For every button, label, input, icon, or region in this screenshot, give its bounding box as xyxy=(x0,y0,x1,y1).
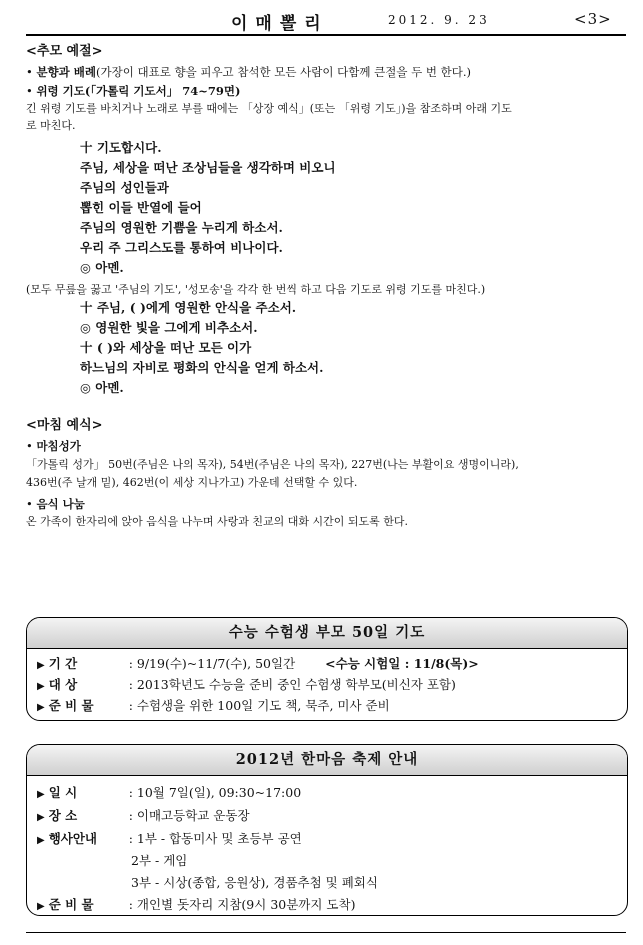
prayer2-line: ◎ 영원한 빛을 그에게 비추소서. xyxy=(80,320,258,335)
row-label: 대 상 xyxy=(48,677,78,692)
triangle-bullet-icon: ▶ xyxy=(37,789,45,800)
triangle-bullet-icon: ▶ xyxy=(37,901,45,912)
food-line: 온 가족이 한자리에 앉아 음식을 나누며 사랑과 친교의 대화 시간이 되도록 한다. xyxy=(26,515,408,528)
box2-row-datetime xyxy=(37,783,301,801)
page-header xyxy=(26,8,626,36)
festival-box xyxy=(26,744,628,916)
incense-label: 분향과 배례 xyxy=(36,65,97,79)
memorial-bullet-incense: • 분향과 배례(가장이 대표로 향을 피우고 참석한 모든 사람이 다함께 큰절을 두 번 한다.) xyxy=(26,65,472,79)
prayer1-line: ◎ 아멘. xyxy=(80,260,124,275)
page-number: <3> xyxy=(574,10,612,28)
triangle-bullet-icon: ▶ xyxy=(37,835,45,846)
prayer2-line: 十 주님, ( )에게 영원한 안식을 주소서. xyxy=(80,300,297,315)
exam-date-note: <수능 시험일 : 11/8(목)> xyxy=(325,656,479,671)
prayer1-line: 주님, 세상을 떠난 조상님들을 생각하며 비오니 xyxy=(80,160,336,175)
prayer1-line: 뽑힌 이들 반열에 들어 xyxy=(80,200,202,215)
row-label: 장 소 xyxy=(48,808,78,823)
incense-text: (가장이 대표로 향을 피우고 참석한 모든 사람이 다함께 큰절을 두 번 한다.) xyxy=(96,65,472,79)
row-value: : 1부 - 합동미사 및 초등부 공연 xyxy=(128,831,302,846)
hymn-line-2: 436번(주 날개 밑), 462번(이 세상 지나가고) 가운데 선택할 수 있다. xyxy=(26,476,358,489)
row-label: 준 비 물 xyxy=(48,897,94,912)
suneung-box-title: 수능 수험생 부모 50일 기도 xyxy=(27,618,627,649)
row-value: 3부 - 시상(종합, 응원상), 경품추첨 및 폐회식 xyxy=(131,875,378,890)
row-value: : 이매고등학교 운동장 xyxy=(128,808,250,823)
row-label: 준 비 물 xyxy=(48,698,94,713)
prayer2-line: 하느님의 자비로 평화의 안식을 얻게 하소서. xyxy=(80,360,324,375)
box2-row-program-3 xyxy=(131,873,378,891)
box2-row-program xyxy=(37,829,302,847)
prayer2-line: ◎ 아멘. xyxy=(80,380,124,395)
memorial-intro-2: 로 마친다. xyxy=(26,119,76,132)
bulletin-date: 2012. 9. 23 xyxy=(388,13,490,27)
box1-row-target xyxy=(37,675,456,693)
box1-row-supplies xyxy=(37,696,390,714)
row-value: : 9/19(수)~11/7(수), 50일간 xyxy=(128,656,296,671)
prayer1-line: 十 기도합시다. xyxy=(80,140,162,155)
triangle-bullet-icon: ▶ xyxy=(37,681,45,692)
prayer-label: 위령 기도(「가톨릭 기도서」 74~79면) xyxy=(36,84,241,98)
prayer1-line: 주님의 성인들과 xyxy=(80,180,169,195)
row-label: 행사안내 xyxy=(48,831,98,846)
box2-row-place xyxy=(37,806,250,824)
row-value: : 10월 7일(일), 09:30~17:00 xyxy=(128,785,302,800)
row-value: 2부 - 게임 xyxy=(131,853,188,868)
row-value: : 개인별 돗자리 지참(9시 30분까지 도착) xyxy=(128,897,356,912)
closing-bullet-food: • 음식 나눔 xyxy=(26,497,85,511)
triangle-bullet-icon: ▶ xyxy=(37,660,45,671)
prayer1-line: 우리 주 그리스도를 통하여 비나이다. xyxy=(80,240,283,255)
row-label: 기 간 xyxy=(48,656,78,671)
suneung-prayer-box xyxy=(26,617,628,721)
row-value: : 2013학년도 수능을 준비 중인 수험생 학부모(비신자 포함) xyxy=(128,677,456,692)
prayer1-line: 주님의 영원한 기쁨을 누리게 하소서. xyxy=(80,220,283,235)
box2-row-program-2 xyxy=(131,851,187,869)
bulletin-title: 이매뽈리 xyxy=(231,14,329,34)
triangle-bullet-icon: ▶ xyxy=(37,812,45,823)
hymn-label: 마침성가 xyxy=(36,439,81,453)
festival-box-title: 2012년 한마음 축제 안내 xyxy=(27,745,627,776)
row-value: : 수험생을 위한 100일 기도 책, 묵주, 미사 준비 xyxy=(128,698,390,713)
row-label: 일 시 xyxy=(48,785,78,800)
closing-bullet-hymn: • 마침성가 xyxy=(26,439,81,453)
closing-heading: <마침 예식> xyxy=(26,418,103,433)
prayer2-line: 十 ( )와 세상을 떠난 모든 이가 xyxy=(80,340,252,355)
box2-row-supplies xyxy=(37,895,355,913)
food-label: 음식 나눔 xyxy=(36,497,85,511)
memorial-heading: <추모 예절> xyxy=(26,44,103,59)
hymn-line-1: 「가톨릭 성가」 50번(주님은 나의 목자), 54번(주님은 나의 목자), 227번(나는 부활이요 생명이니라), xyxy=(26,458,519,471)
triangle-bullet-icon: ▶ xyxy=(37,702,45,713)
memorial-intro-1: 긴 위령 기도를 바치거나 노래로 부를 때에는 「상장 예식」(또는 「위령 기도」)을 참조하며 아래 기도 xyxy=(26,102,512,115)
box1-row-period xyxy=(37,654,479,672)
memorial-note: (모두 무릎을 꿇고 '주님의 기도', '성모송'을 각각 한 번씩 하고 다음 기도로 위령 기도를 마친다.) xyxy=(26,283,486,296)
footer-divider xyxy=(26,932,626,933)
memorial-bullet-prayer: • 위령 기도(「가톨릭 기도서」 74~79면) xyxy=(26,84,241,98)
